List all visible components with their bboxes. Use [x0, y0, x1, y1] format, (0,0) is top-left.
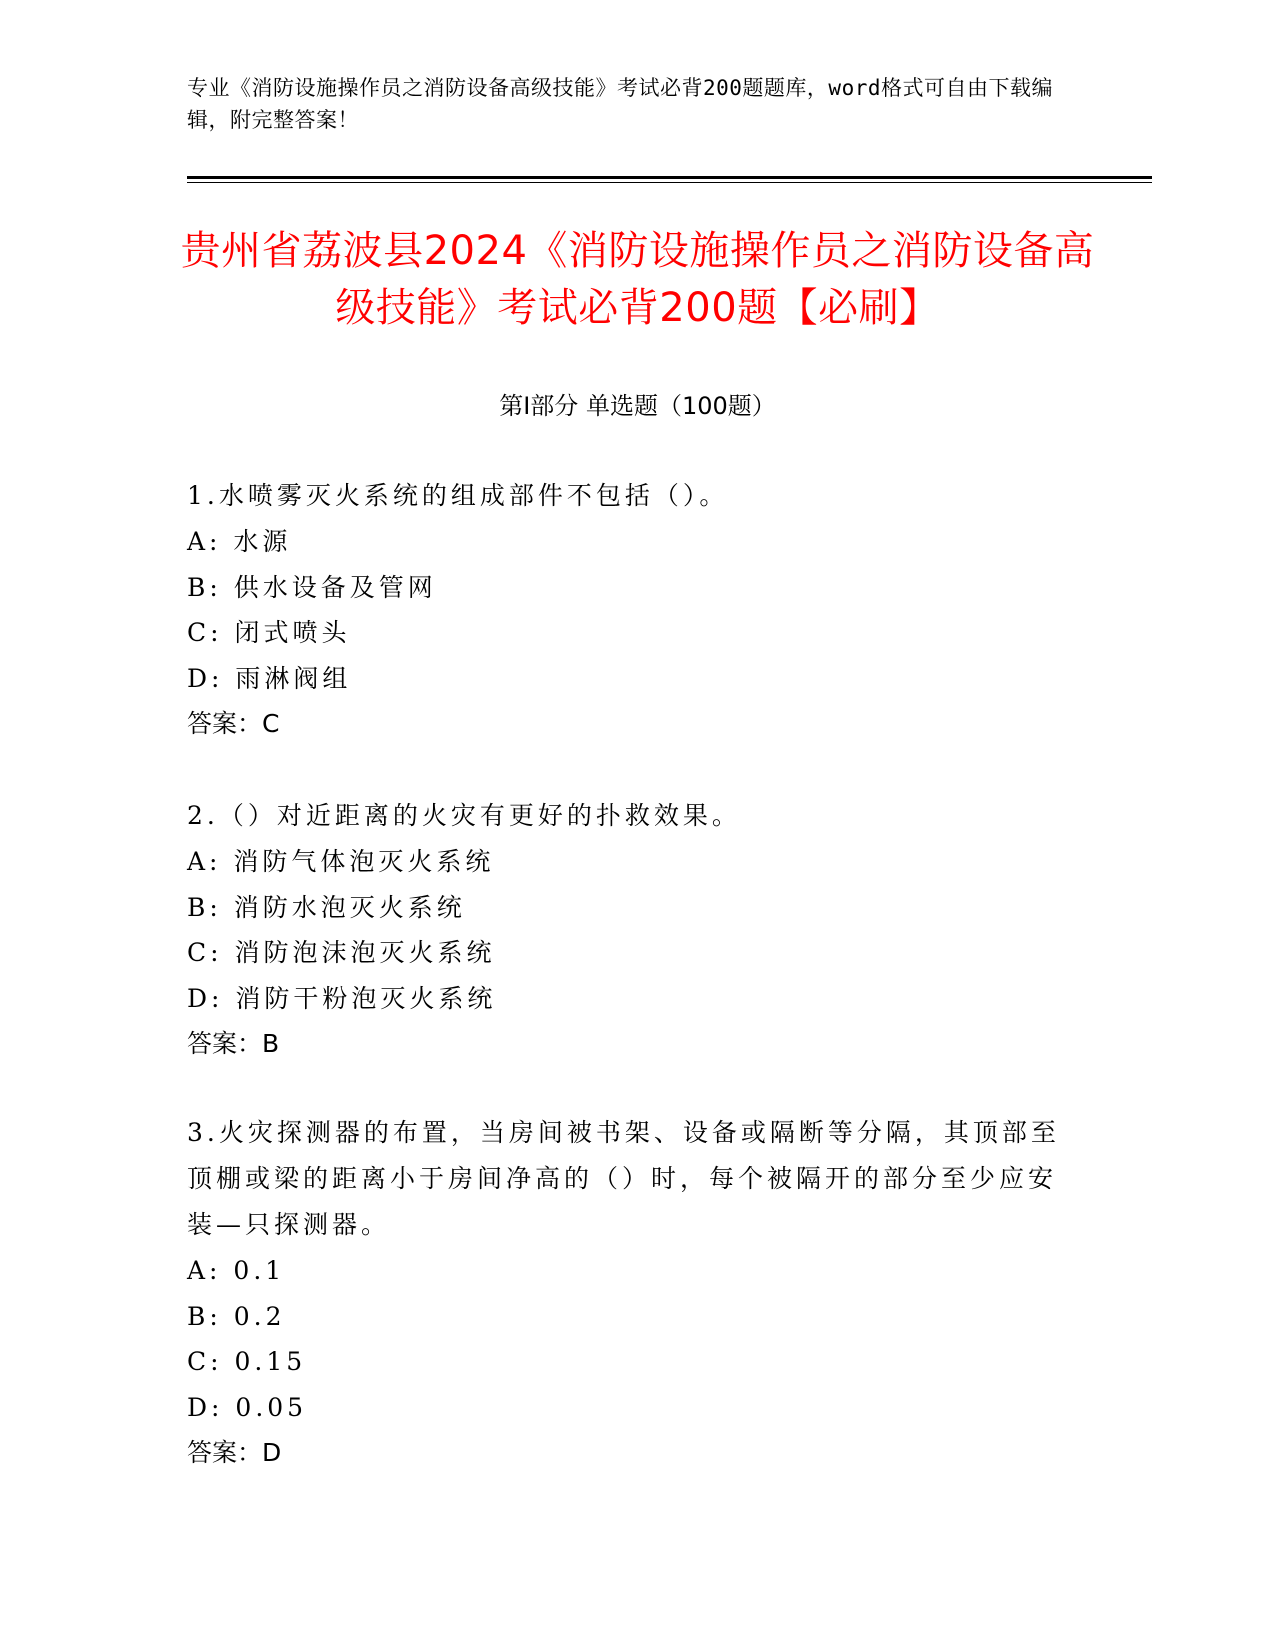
answer: 答案：B [187, 1029, 280, 1058]
answer: 答案：C [187, 709, 280, 738]
header-note: 专业《消防设施操作员之消防设备高级技能》考试必背200题题库，word格式可自由下载编辑，附完整答案！ [187, 76, 1053, 132]
question-3 [187, 1110, 1077, 1476]
option-c: C: 消防泡沫泡灭火系统 [187, 938, 496, 967]
option-d: D: 雨淋阀组 [187, 663, 352, 693]
option-b: B: 消防水泡灭火系统 [187, 892, 466, 922]
document-title: 贵州省荔波县2024《消防设施操作员之消防设备高级技能》考试必背200题【必刷】 [180, 228, 1095, 331]
option-d: D: 消防干粉泡灭火系统 [187, 983, 497, 1013]
section-heading: 第I部分 单选题（100题） [499, 392, 776, 420]
question-2 [187, 793, 1077, 1067]
option-c: C: 闭式喷头 [187, 618, 351, 647]
option-c: C: 0.15 [187, 1347, 307, 1376]
question-stem: 3.火灾探测器的布置，当房间被书架、设备或隔断等分隔，其顶部至顶棚或梁的距离小于房间净高的（）时，每个被隔开的部分至少应安装—只探测器。 [187, 1118, 1060, 1239]
question-1 [187, 473, 1077, 747]
option-b: B: 0.2 [187, 1301, 286, 1331]
option-a: A: 0.1 [187, 1256, 286, 1285]
answer: 答案：D [187, 1438, 282, 1467]
question-stem: 2.（）对近距离的火灾有更好的扑救效果。 [187, 801, 741, 830]
header-rule-thick [187, 176, 1152, 179]
option-a: A: 水源 [187, 527, 292, 556]
option-a: A: 消防气体泡灭火系统 [187, 847, 495, 876]
option-d: D: 0.05 [187, 1392, 308, 1422]
question-stem: 1.水喷雾灭火系统的组成部件不包括（）。 [187, 481, 729, 510]
header-rule-thin [187, 182, 1152, 183]
option-b: B: 供水设备及管网 [187, 572, 437, 602]
